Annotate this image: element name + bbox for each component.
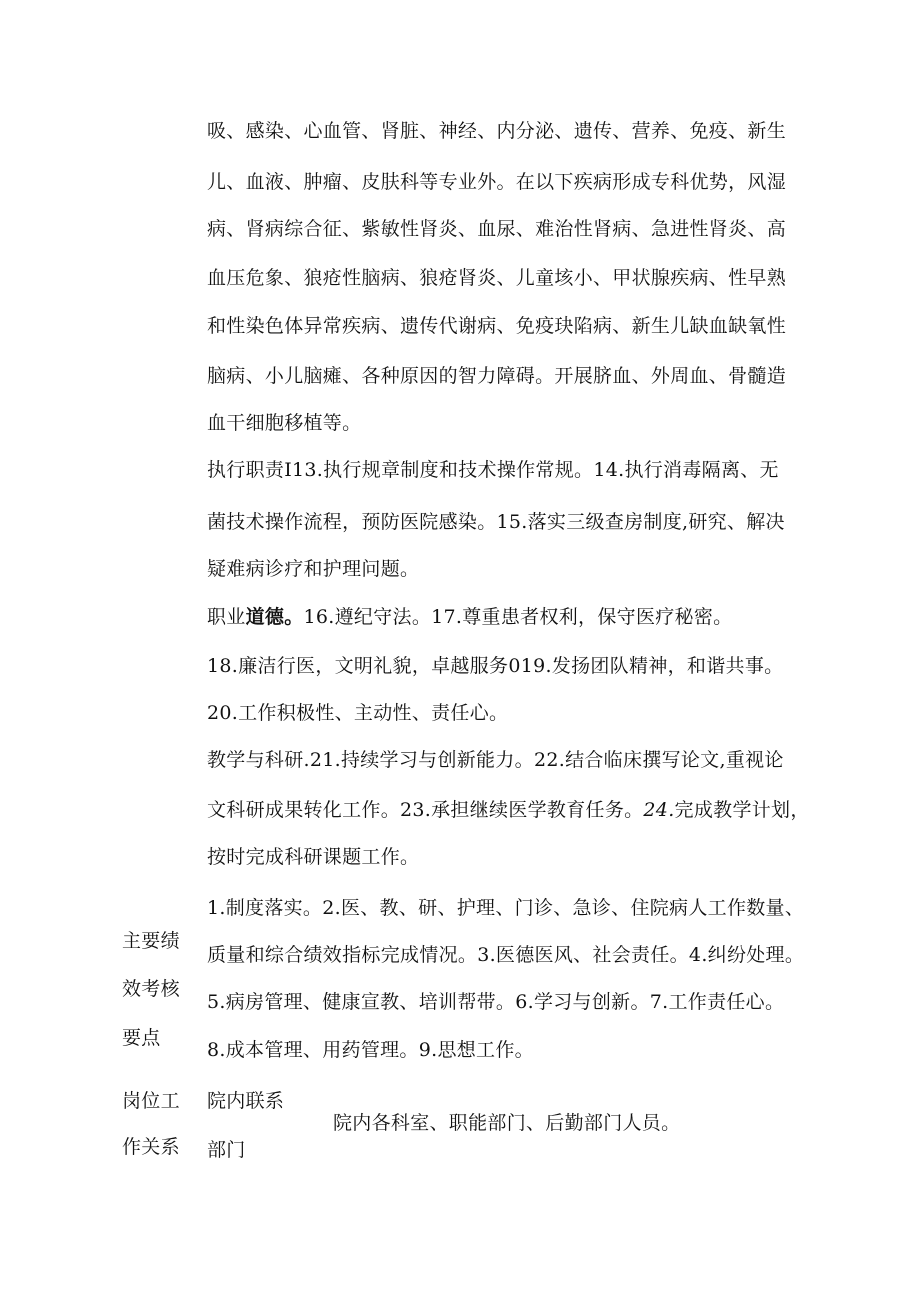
relations-label-2: 作关系 [122,1136,180,1158]
teaching-line-3: 按时完成科研课题工作。 [207,846,420,868]
responsibility-line-7: 血干细胞移植等。 [207,412,362,434]
duties-line-2: 菌技术操作流程，预防医院感染。15.落实三级查房制度,研究、解决 [207,511,785,533]
assessment-label-3: 要点 [122,1027,161,1049]
ethics-line-3: 20.工作积极性、主动性、责任心。 [207,702,509,724]
teaching-line-1: 教学与科研.21.持续学习与创新能力。22.结合临床撰写论文,重视论 [207,749,784,771]
ethics-line-1 [207,605,732,629]
teaching-line-2 [207,798,810,822]
teaching-line-2-italic: 24. [643,799,675,821]
ethics-rest: 16.遵纪守法。17.尊重患者权利，保守医疗秘密。 [303,606,733,628]
responsibility-line-3: 病、肾病综合征、紫敏性肾炎、血尿、难治性肾病、急进性肾炎、高 [207,218,787,240]
relations-label-1: 岗位工 [122,1090,180,1112]
teaching-line-2-main: 文科研成果转化工作。23.承担继续医学教育任务。 [207,799,644,821]
ethics-line-2: 18.廉洁行医，文明礼貌，卓越服务019.发扬团队精神，和谐共事。 [207,655,784,677]
responsibility-line-4: 血压危象、狼疮性脑病、狼疮肾炎、儿童垓小、甲状腺疾病、性早熟 [207,267,787,289]
duties-line-1: 执行职责I13.执行规章制度和技术操作常规。14.执行消毒隔离、无 [207,459,779,481]
ethics-bold-word: 道德。 [245,606,304,628]
assessment-line-4: 8.成本管理、用药管理。9.思想工作。 [207,1039,534,1061]
relations-content: 院内各科室、职能部门、后勤部门人员。 [333,1112,681,1134]
responsibility-line-6: 脑病、小儿脑瘫、各种原因的智力障碍。开展脐血、外周血、骨髓造 [207,365,787,387]
relations-sublabel-1: 院内联系 [207,1090,285,1112]
responsibility-line-1: 吸、感染、心血管、肾脏、神经、内分泌、遗传、营养、免疫、新生 [207,120,787,142]
assessment-line-1: 1.制度落实。2.医、教、研、护理、门诊、急诊、住院病人工作数量、 [207,897,805,919]
assessment-label-2: 效考核 [122,978,180,1000]
assessment-line-3: 5.病房管理、健康宣教、培训帮带。6.学习与创新。7.工作责任心。 [207,991,785,1013]
assessment-line-2: 质量和综合绩效指标完成情况。3.医德医风、社会责任。4.纠纷处理。 [207,944,805,966]
duties-line-3: 疑难病诊疗和护理问题。 [207,558,420,580]
teaching-line-2-tail: 完成教学计划， [674,799,810,821]
ethics-prefix: 职业 [207,606,246,628]
relations-sublabel-2: 部门 [207,1139,246,1161]
responsibility-line-5: 和性染色体异常疾病、遗传代谢病、免疫玦陷病、新生儿缺血缺氧性 [207,315,787,337]
responsibility-line-2: 儿、血液、肿瘤、皮肤科等专业外。在以下疾病形成专科优势，风湿 [207,171,787,193]
assessment-label-1: 主要绩 [122,930,180,952]
